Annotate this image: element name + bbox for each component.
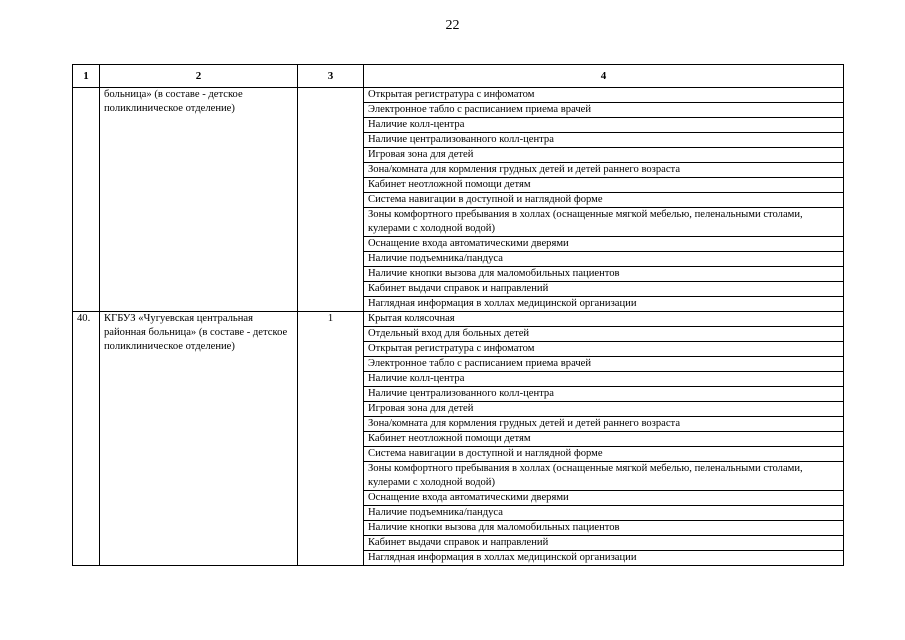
feature-cell: Кабинет неотложной помощи детям [364, 178, 844, 193]
table-body [73, 88, 844, 566]
table-header [73, 65, 844, 88]
organization-name-cell: КГБУЗ «Чугуевская центральная районная больница» (в составе - детское поликлиническое отделение) [100, 312, 298, 566]
feature-cell: Открытая регистратура с инфоматом [364, 88, 844, 103]
feature-cell: Электронное табло с расписанием приема врачей [364, 103, 844, 118]
feature-cell: Крытая колясочная [364, 312, 844, 327]
feature-cell: Зоны комфортного пребывания в холлах (оснащенные мягкой мебелью, пеленальными столами, кулерами с холодной водой) [364, 462, 844, 491]
header-row [73, 65, 844, 88]
table-row [73, 88, 844, 103]
facilities-table [72, 64, 844, 566]
feature-cell: Игровая зона для детей [364, 148, 844, 163]
feature-cell: Наглядная информация в холлах медицинской организации [364, 297, 844, 312]
header-col-2: 2 [100, 65, 298, 88]
feature-cell: Открытая регистратура с инфоматом [364, 342, 844, 357]
feature-cell: Система навигации в доступной и наглядной форме [364, 447, 844, 462]
feature-cell: Игровая зона для детей [364, 402, 844, 417]
feature-cell: Наличие подъемника/пандуса [364, 252, 844, 267]
row-number-cell [73, 88, 100, 312]
table-row [73, 312, 844, 327]
feature-cell: Зоны комфортного пребывания в холлах (оснащенные мягкой мебелью, пеленальными столами, кулерами с холодной водой) [364, 208, 844, 237]
quantity-cell: 1 [298, 312, 364, 566]
feature-cell: Наличие централизованного колл-центра [364, 387, 844, 402]
feature-cell: Кабинет выдачи справок и направлений [364, 536, 844, 551]
header-col-4: 4 [364, 65, 844, 88]
feature-cell: Наличие подъемника/пандуса [364, 506, 844, 521]
feature-cell: Наличие колл-центра [364, 372, 844, 387]
feature-cell: Зона/комната для кормления грудных детей и детей раннего возраста [364, 163, 844, 178]
feature-cell: Зона/комната для кормления грудных детей и детей раннего возраста [364, 417, 844, 432]
feature-cell: Оснащение входа автоматическими дверями [364, 491, 844, 506]
feature-cell: Кабинет неотложной помощи детям [364, 432, 844, 447]
feature-cell: Наличие колл-центра [364, 118, 844, 133]
row-number-cell: 40. [73, 312, 100, 566]
feature-cell: Отдельный вход для больных детей [364, 327, 844, 342]
header-col-3: 3 [298, 65, 364, 88]
feature-cell: Наличие централизованного колл-центра [364, 133, 844, 148]
feature-cell: Наглядная информация в холлах медицинской организации [364, 551, 844, 566]
header-col-1: 1 [73, 65, 100, 88]
feature-cell: Система навигации в доступной и наглядной форме [364, 193, 844, 208]
quantity-cell [298, 88, 364, 312]
feature-cell: Наличие кнопки вызова для маломобильных пациентов [364, 521, 844, 536]
feature-cell: Электронное табло с расписанием приема врачей [364, 357, 844, 372]
page-number: 22 [445, 18, 460, 33]
feature-cell: Кабинет выдачи справок и направлений [364, 282, 844, 297]
organization-name-cell: больница» (в составе - детское поликлиническое отделение) [100, 88, 298, 312]
feature-cell: Наличие кнопки вызова для маломобильных пациентов [364, 267, 844, 282]
feature-cell: Оснащение входа автоматическими дверями [364, 237, 844, 252]
